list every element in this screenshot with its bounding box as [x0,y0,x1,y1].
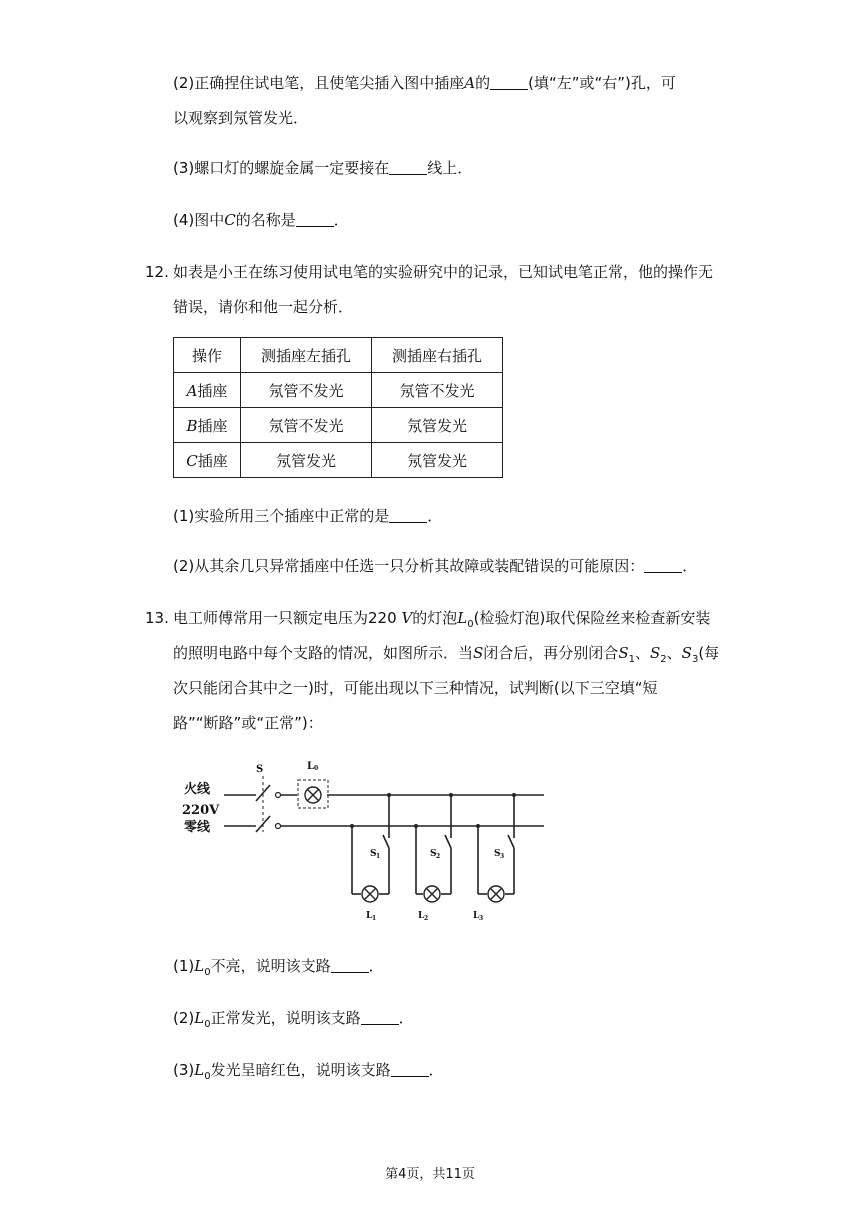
q11-part4: (4)图中C的名称是 ． [173,211,349,229]
answer-blank[interactable] [389,508,427,523]
q11-part3: (3)螺口灯的螺旋金属一定要接在 线上． [173,159,473,177]
label-live: 火线 [184,782,211,797]
circuit-diagram [180,752,560,928]
junction-dot [449,793,453,797]
answer-blank[interactable] [490,75,528,90]
label-l0-sub: 0 [314,765,319,772]
label-s3-sub: 3 [500,853,505,860]
label-l2: L [418,911,425,921]
answer-blank[interactable] [331,958,369,973]
lamp-l2-icon [424,886,440,902]
record-table [173,337,503,478]
table-row [174,408,503,443]
junction-dot [350,824,354,828]
q12-part1: (1)实验所用三个插座中正常的是 ． [173,507,443,525]
table-cell: 氖管发光 [372,443,503,478]
table-cell: A插座 [174,373,241,408]
junction-dot [414,824,418,828]
label-s2: S [430,849,437,859]
label-switch-s: S [256,764,264,775]
q12-stem-line2: 错误，请你和他一起分析． [173,298,354,316]
label-l3: L [473,911,480,921]
q13-answer3: $(3)L_0$发光呈暗红色，说明该支路 ． [173,1061,444,1082]
lamp-l0-icon [305,787,321,803]
q13-stem-line1: 电工师傅常用一只额定电压为220 V的灯泡$L_0$(检验灯泡)取代保险丝来检查新安装 [173,609,711,630]
table-cell: 氖管不发光 [372,373,503,408]
table-cell: C插座 [174,443,241,478]
table-header-row [174,338,503,373]
table-cell: 氖管不发光 [241,373,372,408]
answer-blank[interactable] [644,558,682,573]
table-row [174,373,503,408]
q13-stem-line2: 的照明电路中每个支路的情况，如图所示．当S闭合后，再分别闭合$S_1$、$S_2$、$S_3$(每 [173,644,720,665]
answer-blank[interactable] [389,160,427,175]
label-l0: L [307,761,315,772]
label-l2-sub: 2 [424,915,429,922]
label-l1: L [366,911,373,921]
switch-s1-blade [383,835,389,848]
answer-blank[interactable] [361,1010,399,1025]
label-l3-sub: 3 [479,915,484,922]
terminal-dot [276,793,281,798]
label-l1-sub: 1 [372,915,377,922]
junction-dot [387,793,391,797]
label-s1-sub: 1 [376,853,381,860]
table-cell: 氖管发光 [241,443,372,478]
q13-answer2: $(2)L_0$正常发光，说明该支路 ． [173,1009,414,1030]
question-number: 12. [145,263,169,281]
q11-part2-line2: 以观察到氖管发光． [173,109,309,127]
lamp-l3-icon [488,886,504,902]
table-header: 操作 [174,338,241,373]
q12-stem-line1: 如表是小王在练习使用试电笔的实验研究中的记录，已知试电笔正常，他的操作无 [173,263,714,281]
switch-s3-blade [508,835,514,848]
label-s1: S [370,849,377,859]
q13-stem-line4: 路”“断路”或“正常”)： [173,714,323,732]
label-neutral: 零线 [184,820,211,835]
table-cell: B插座 [174,408,241,443]
label-s3: S [494,849,501,859]
answer-blank[interactable] [296,212,334,227]
q12-part2: (2)从其余几只异常插座中任选一只分析其故障或装配错误的可能原因： ． [173,557,698,575]
label-voltage: 220V [182,803,220,818]
table-row [174,443,503,478]
q13-answer1: $(1)L_0$不亮，说明该支路 ． [173,957,384,978]
table-header: 测插座左插孔 [241,338,372,373]
table-header: 测插座右插孔 [372,338,503,373]
question-number: 13. [145,609,169,627]
q11-part2-line1: (2)正确捏住试电笔，且使笔尖插入图中插座A的 (填“左”或“右”)孔，可 [173,74,676,92]
table-cell: 氖管发光 [372,408,503,443]
switch-s2-blade [445,835,451,848]
terminal-dot [276,824,281,829]
q13-stem-line3: 次只能闭合其中之一)时，可能出现以下三种情况，试判断(以下三空填“短 [173,679,658,697]
answer-blank[interactable] [391,1062,429,1077]
junction-dot [476,824,480,828]
page-footer: 第4页，共11页 [385,1167,475,1182]
label-s2-sub: 2 [436,853,441,860]
table-cell: 氖管不发光 [241,408,372,443]
junction-dot [512,793,516,797]
lamp-l1-icon [362,886,378,902]
